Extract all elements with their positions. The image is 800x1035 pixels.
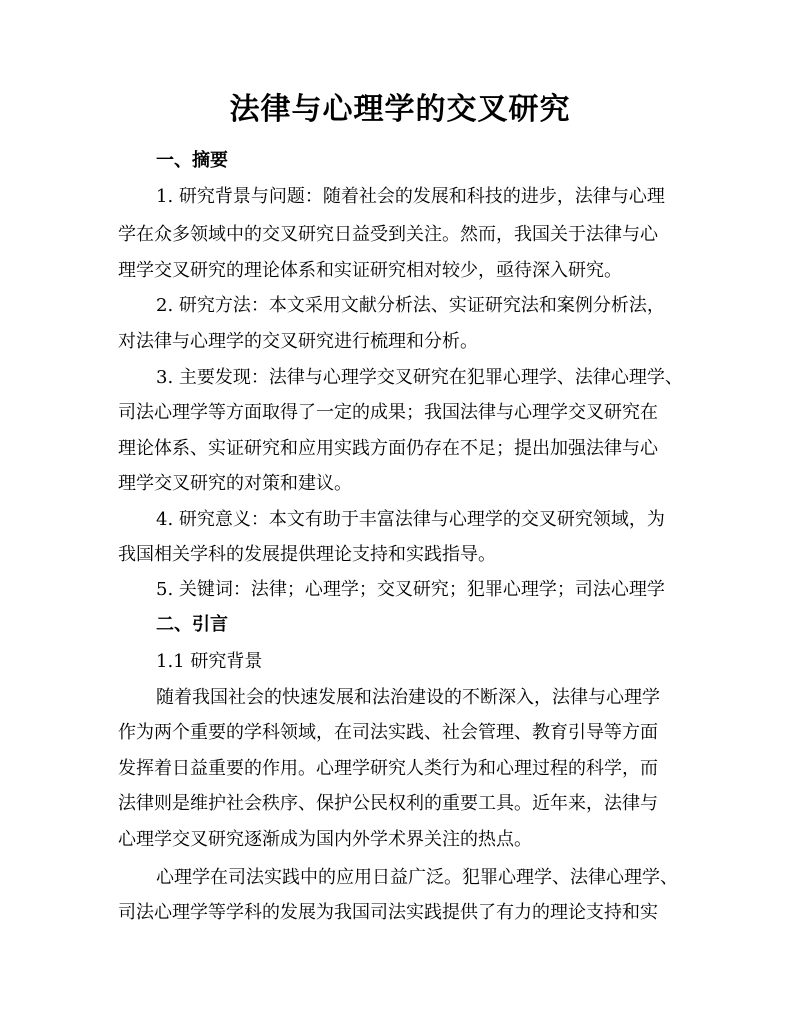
paragraph-line: 3. 主要发现：法律与心理学交叉研究在犯罪心理学、法律心理学、 xyxy=(156,367,683,388)
paragraph-line: 心理学在司法实践中的应用日益广泛。犯罪心理学、法律心理学、 xyxy=(156,867,678,888)
subsection-heading: 1.1 研究背景 xyxy=(156,651,263,672)
paragraph-line: 法律则是维护社会秩序、保护公民权利的重要工具。近年来，法律与 xyxy=(118,793,658,814)
paragraph-line: 我国相关学科的发展提供理论支持和实践指导。 xyxy=(118,544,496,565)
paragraph-line: 发挥着日益重要的作用。心理学研究人类行为和心理过程的科学，而 xyxy=(118,758,658,779)
paragraph-line: 心理学交叉研究逐渐成为国内外学术界关注的热点。 xyxy=(118,829,532,850)
paragraph-line: 随着我国社会的快速发展和法治建设的不断深入，法律与心理学 xyxy=(156,687,660,708)
keywords-line: 5. 关键词：法律；心理学；交叉研究；犯罪心理学；司法心理学 xyxy=(156,579,665,600)
paragraph-line: 理论体系、实证研究和应用实践方面仍存在不足；提出加强法律与心 xyxy=(118,438,658,459)
paragraph-line: 2. 研究方法：本文采用文献分析法、实证研究法和案例分析法， xyxy=(156,295,665,316)
paragraph-line: 4. 研究意义：本文有助于丰富法律与心理学的交叉研究领域，为 xyxy=(156,509,665,530)
paragraph-line: 对法律与心理学的交叉研究进行梳理和分析。 xyxy=(118,331,478,352)
paragraph-line: 司法心理学等方面取得了一定的成果；我国法律与心理学交叉研究在 xyxy=(118,402,658,423)
section-heading-abstract: 一、摘要 xyxy=(156,150,228,171)
paragraph-line: 作为两个重要的学科领域，在司法实践、社会管理、教育引导等方面 xyxy=(118,722,658,743)
paragraph-line: 理学交叉研究的对策和建议。 xyxy=(118,473,352,494)
section-heading-introduction: 二、引言 xyxy=(156,614,228,635)
document-title: 法律与心理学的交叉研究 xyxy=(229,92,571,127)
paragraph-line: 理学交叉研究的理论体系和实证研究相对较少，亟待深入研究。 xyxy=(118,260,622,281)
paragraph-line: 1. 研究背景与问题：随着社会的发展和科技的进步，法律与心理 xyxy=(156,186,665,207)
paragraph-line: 学在众多领域中的交叉研究日益受到关注。然而，我国关于法律与心 xyxy=(118,224,658,245)
paragraph-line: 司法心理学等学科的发展为我国司法实践提供了有力的理论支持和实 xyxy=(118,902,658,923)
